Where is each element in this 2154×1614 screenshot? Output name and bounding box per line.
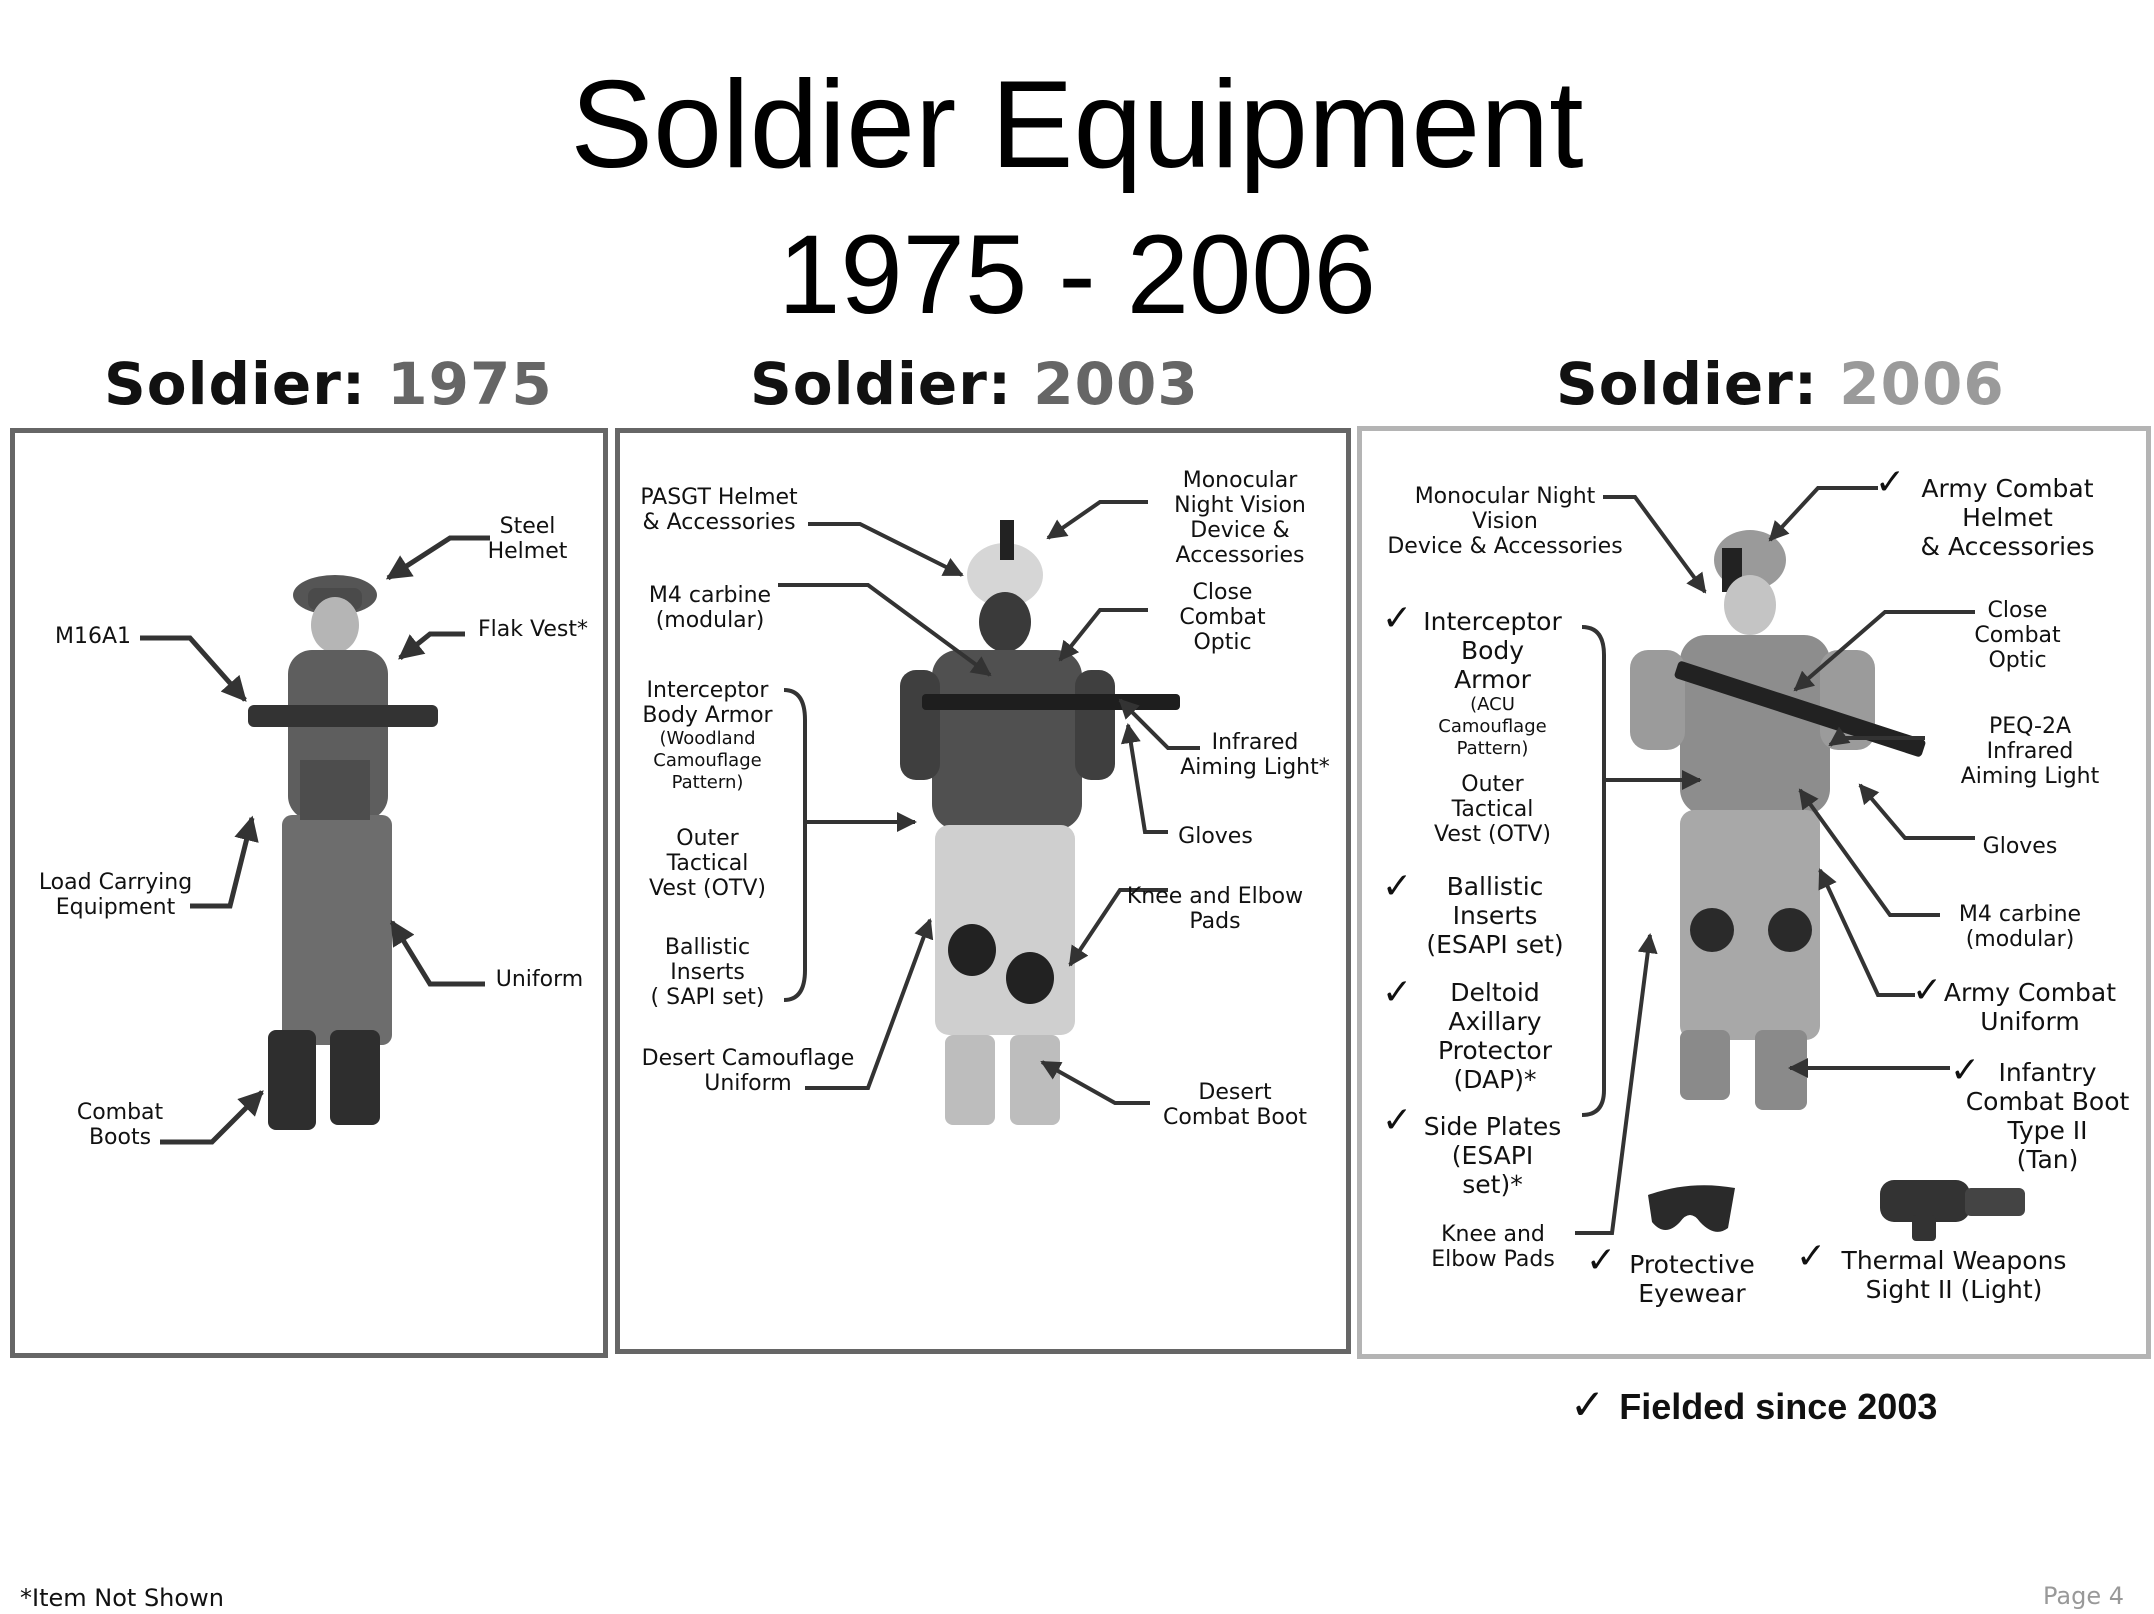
label-otv: Outer Tactical Vest (OTV) (649, 826, 766, 901)
label-flak-vest: Flak Vest* (478, 617, 588, 642)
page-subtitle: 1975 - 2006 (778, 212, 1376, 337)
label-protective-eyewear: Protective Eyewear (1629, 1250, 1755, 1308)
label-uniform: Uniform (495, 967, 584, 992)
label-peq-2a: PEQ-2A Infrared Aiming Light (1960, 714, 2100, 789)
label-pasgt-helmet: PASGT Helmet & Accessories (640, 485, 798, 535)
section-prefix: Soldier: (750, 350, 1013, 418)
fielded-check-icon: ✓ (1950, 1050, 1981, 1091)
label-close-combat-optic-2006: Close Combat Optic (1974, 598, 2061, 673)
section-prefix: Soldier: (1556, 350, 1819, 418)
thermal-sight-icon (1880, 1180, 2025, 1241)
label-dap: Deltoid Axillary Protector (DAP)* (1438, 978, 1552, 1094)
label-knee-elbow-pads-2006: Knee and Elbow Pads (1431, 1222, 1555, 1272)
fielded-check-icon: ✓ (1912, 970, 1943, 1011)
label-m4-carbine: M4 carbine (modular) (648, 583, 772, 633)
label-infantry-combat-boot: Infantry Combat Boot Type II (Tan) (1965, 1058, 2130, 1174)
fielded-check-icon: ✓ (1875, 462, 1906, 503)
label-army-combat-helmet: Army Combat Helmet & Accessories (1920, 474, 2095, 561)
label-desert-camouflage-uniform: Desert Camouflage Uniform (641, 1046, 855, 1096)
label-gloves-2006: Gloves (1982, 834, 2058, 859)
footnote: *Item Not Shown (20, 1584, 224, 1612)
label-interceptor-body-armor: Interceptor Body Armor (642, 678, 773, 728)
fielded-check-icon: ✓ (1586, 1240, 1617, 1281)
label-knee-elbow-pads: Knee and Elbow Pads (1126, 884, 1304, 934)
label-esapi-inserts: Ballistic Inserts (ESAPI set) (1426, 872, 1564, 959)
label-side-plates: Side Plates (ESAPI set)* (1423, 1112, 1562, 1199)
label-monocular-nvd-2006: Monocular Night Vision Device & Accessories (1387, 484, 1623, 559)
label-combat-boots: Combat Boots (76, 1100, 164, 1150)
section-year: 2006 (1839, 350, 2005, 418)
fielded-check-icon: ✓ (1382, 598, 1413, 639)
label-acu-pattern: (ACU Camouflage Pattern) (1438, 694, 1547, 759)
legend-fielded-since-2003 (1570, 1380, 1937, 1429)
protective-eyewear-icon (1648, 1185, 1735, 1232)
label-desert-combat-boot: Desert Combat Boot (1163, 1080, 1307, 1130)
fielded-check-icon: ✓ (1382, 972, 1413, 1013)
fielded-check-icon: ✓ (1796, 1236, 1827, 1277)
page-number: Page 4 (2043, 1582, 2124, 1610)
fielded-check-icon: ✓ (1382, 866, 1413, 907)
legend-text: Fielded since 2003 (1619, 1386, 1938, 1427)
label-close-combat-optic: Close Combat Optic (1179, 580, 1266, 655)
fielded-check-icon: ✓ (1382, 1100, 1413, 1141)
label-interceptor-pattern: (Woodland Camouflage Pattern) (653, 728, 762, 793)
label-sapi-inserts: Ballistic Inserts ( SAPI set) (650, 935, 765, 1010)
section-year: 1975 (387, 350, 553, 418)
label-steel-helmet: Steel Helmet (487, 514, 568, 564)
section-year: 2003 (1033, 350, 1199, 418)
label-interceptor-body-armor-2006: Interceptor Body Armor (1423, 607, 1562, 694)
label-otv-2006: Outer Tactical Vest (OTV) (1434, 772, 1551, 847)
soldier-1975-photo (248, 575, 438, 1130)
legend-check-icon: ✓ (1570, 1380, 1606, 1429)
label-gloves: Gloves (1178, 824, 1253, 849)
label-load-carrying-equipment: Load Carrying Equipment (38, 870, 193, 920)
label-thermal-weapons-sight: Thermal Weapons Sight II (Light) (1841, 1246, 2067, 1304)
label-m4-carbine-2006: M4 carbine (modular) (1958, 902, 2082, 952)
label-m16a1: M16A1 (54, 624, 132, 649)
label-infrared-aiming-light: Infrared Aiming Light* (1180, 730, 1330, 780)
section-prefix: Soldier: (104, 350, 367, 418)
label-army-combat-uniform: Army Combat Uniform (1943, 978, 2117, 1036)
page-title: Soldier Equipment (570, 56, 1584, 194)
label-monocular-nvd: Monocular Night Vision Device & Accessories (1174, 468, 1306, 568)
